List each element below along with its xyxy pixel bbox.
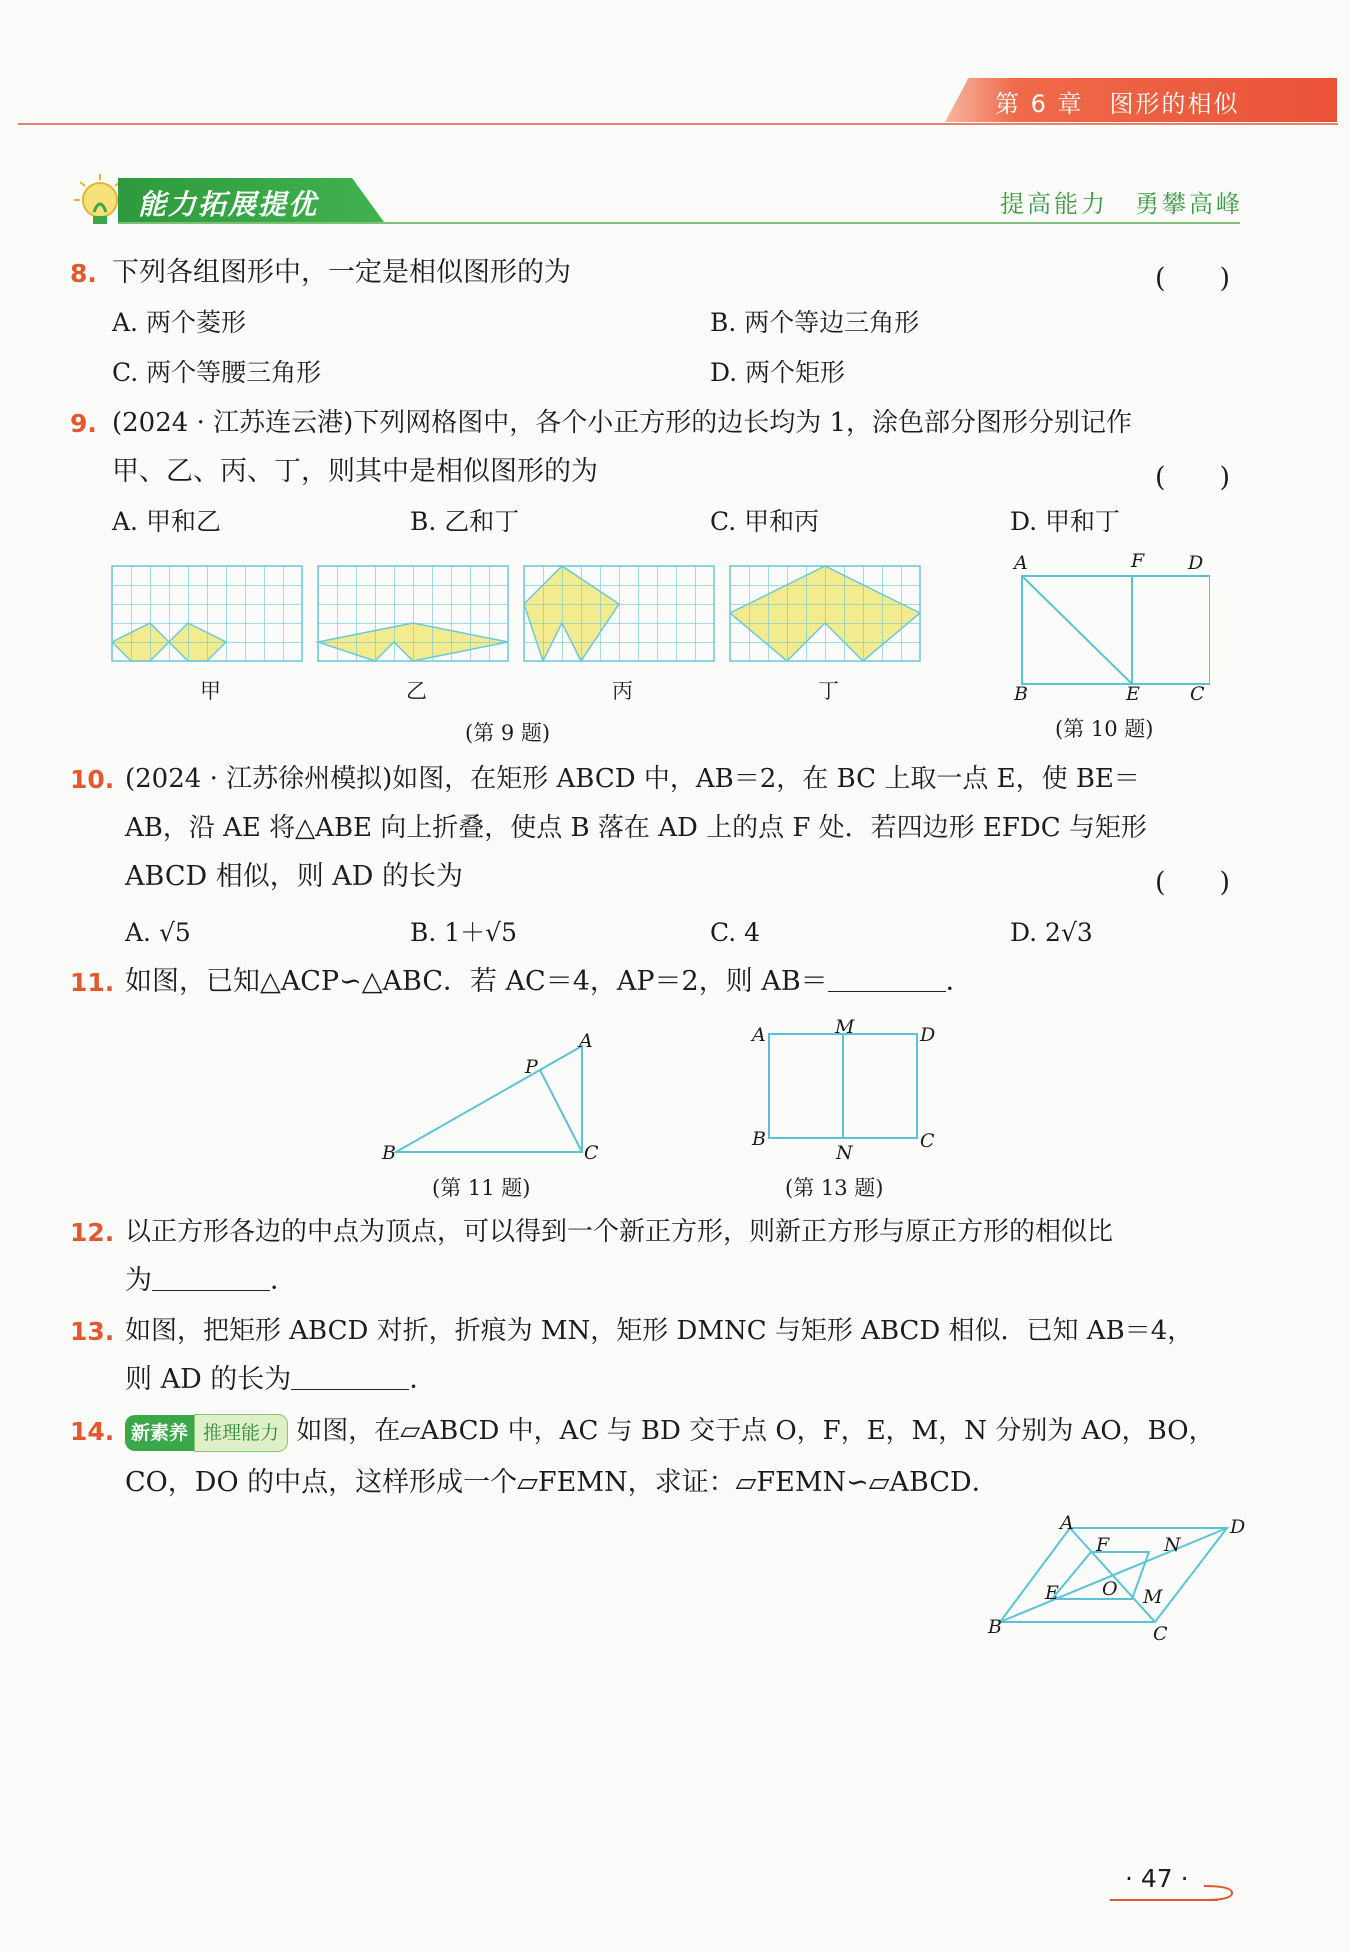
fig11-label-a: A (579, 1030, 593, 1052)
chapter-title: 第 6 章 图形的相似 (995, 90, 1240, 118)
q10-option-c: C. 4 (710, 918, 761, 947)
q9-option-c: C. 甲和丙 (710, 507, 820, 536)
q9-stem-line2: 甲、乙、丙、丁，则其中是相似图形的为 (112, 456, 598, 487)
fig11-diagram (390, 1040, 590, 1160)
fig10-caption: (第 10 题) (1055, 717, 1154, 741)
q9-number: 9. (70, 409, 97, 438)
grid-label-ding: 丁 (818, 679, 839, 703)
fig14-label-e: E (1045, 1582, 1059, 1604)
q9-answer-paren: ( ) (1155, 462, 1231, 493)
fig10-diagram (1010, 552, 1210, 702)
q11-stem (125, 965, 973, 999)
fig10-label-d: D (1188, 552, 1204, 574)
q13-stem-text: 则 AD 的长为 (125, 1364, 292, 1395)
grid-ding (730, 566, 920, 661)
fig13-label-c: C (920, 1130, 935, 1152)
q9-grid-figures (110, 564, 925, 666)
grid-jia (112, 566, 302, 661)
fig14-label-b: B (988, 1616, 1002, 1638)
fig13-diagram (760, 1030, 920, 1142)
fig14-label-o: O (1102, 1578, 1118, 1600)
fig14-label-f: F (1096, 1534, 1110, 1556)
q14-badge-new-literacy: 新素养 (125, 1415, 194, 1451)
q8-answer-paren: ( ) (1155, 263, 1231, 294)
q12-stem-line1: 以正方形各边的中点为顶点，可以得到一个新正方形，则新正方形与原正方形的相似比 (125, 1217, 1114, 1247)
q12-number: 12. (70, 1218, 115, 1247)
fig11-label-b: B (382, 1142, 396, 1164)
q8-option-c: C. 两个等腰三角形 (112, 358, 322, 387)
q10-option-a: A. √5 (125, 918, 191, 947)
fig11-caption: (第 11 题) (432, 1176, 531, 1200)
q10-number: 10. (70, 765, 115, 794)
q10-stem-line3: ABCD 相似，则 AD 的长为 (125, 861, 464, 892)
q9-option-d: D. 甲和丁 (1010, 507, 1121, 536)
q8-option-d: D. 两个矩形 (710, 358, 846, 387)
q14-stem-line1 (125, 1414, 1215, 1452)
fig11-label-p: P (525, 1056, 538, 1078)
q10-answer-paren: ( ) (1155, 867, 1231, 898)
q10-option-d: D. 2√3 (1010, 918, 1093, 947)
q13-answer-blank[interactable] (291, 1365, 409, 1390)
q8-option-b: B. 两个等边三角形 (710, 308, 920, 337)
page-number: · 47 · (1125, 1864, 1189, 1893)
q11-stem-end: ． (945, 966, 973, 997)
grid-label-jia: 甲 (200, 679, 221, 703)
q11-answer-blank[interactable] (828, 967, 946, 992)
fig10-label-a: A (1014, 552, 1028, 574)
q13-stem-end: ． (409, 1364, 437, 1395)
q14-number: 14. (70, 1417, 115, 1446)
q11-number: 11. (70, 968, 115, 997)
fig14-label-c: C (1153, 1623, 1168, 1645)
fig14-label-n: N (1164, 1534, 1181, 1556)
q8-option-a: A. 两个菱形 (112, 308, 246, 337)
section-rule (118, 222, 1240, 224)
fig14-label-a: A (1060, 1512, 1074, 1534)
fig10-label-b: B (1014, 683, 1028, 705)
q12-stem-end: ． (270, 1265, 297, 1296)
q13-number: 13. (70, 1317, 115, 1346)
header-rule (18, 123, 1338, 125)
fig10-label-e: E (1126, 683, 1140, 705)
q10-stem-line1: (2024 · 江苏徐州模拟)如图，在矩形 ABCD 中，AB＝2，在 BC 上取一点 E，使 BE＝ (125, 764, 1140, 794)
fig14-label-d: D (1230, 1516, 1246, 1538)
q10-option-b: B. 1＋√5 (410, 918, 518, 947)
q13-stem-line2 (125, 1363, 436, 1397)
section-slogan: 提高能力 勇攀高峰 (1000, 190, 1243, 218)
q14-stem-line2: CO，DO 的中点，这样形成一个▱FEMN，求证：▱FEMN∽▱ABCD． (125, 1467, 999, 1498)
q8-number: 8. (70, 259, 97, 288)
q12-stem-text: 为 (125, 1265, 152, 1296)
q11-stem-text: 如图，已知△ACP∽△ABC．若 AC＝4，AP＝2，则 AB＝ (125, 966, 828, 997)
q9-option-b: B. 乙和丁 (410, 507, 520, 536)
fig13-label-a: A (752, 1024, 766, 1046)
q9-figure-caption: (第 9 题) (465, 721, 551, 745)
grid-yi (318, 566, 508, 661)
page-number-underline (1108, 1880, 1240, 1902)
q10-stem-line2: AB，沿 AE 将△ABE 向上折叠，使点 B 落在 AD 上的点 F 处．若四边形 EFDC 与矩形 (125, 813, 1147, 843)
q8-stem: 下列各组图形中，一定是相似图形的为 (112, 257, 571, 288)
section-title: 能力拓展提优 (138, 188, 319, 221)
fig14-diagram (995, 1522, 1235, 1632)
q12-stem-line2 (125, 1264, 297, 1298)
q14-stem-text1: 如图，在▱ABCD 中，AC 与 BD 交于点 O，F，E，M，N 分别为 AO，BO， (296, 1416, 1215, 1446)
grid-bing (524, 566, 714, 661)
fig11-label-c: C (584, 1142, 599, 1164)
q13-stem-line1: 如图，把矩形 ABCD 对折，折痕为 MN，矩形 DMNC 与矩形 ABCD 相似．已知 AB＝4， (125, 1316, 1194, 1346)
grid-label-bing: 丙 (612, 679, 633, 703)
q9-option-a: A. 甲和乙 (112, 507, 221, 536)
q9-stem-line1: (2024 · 江苏连云港)下列网格图中，各个小正方形的边长均为 1，涂色部分图形分别记作 (112, 408, 1133, 438)
fig13-label-b: B (752, 1128, 766, 1150)
grid-label-yi: 乙 (406, 679, 427, 703)
fig13-caption: (第 13 题) (785, 1176, 884, 1200)
fig13-label-m: M (835, 1016, 855, 1038)
fig10-label-f: F (1131, 550, 1145, 572)
q14-badge-reasoning: 推理能力 (194, 1414, 288, 1452)
fig13-label-n: N (836, 1142, 853, 1164)
fig14-label-m: M (1143, 1586, 1163, 1608)
q12-answer-blank[interactable] (152, 1266, 270, 1291)
fig13-label-d: D (920, 1024, 936, 1046)
fig10-label-c: C (1190, 683, 1205, 705)
